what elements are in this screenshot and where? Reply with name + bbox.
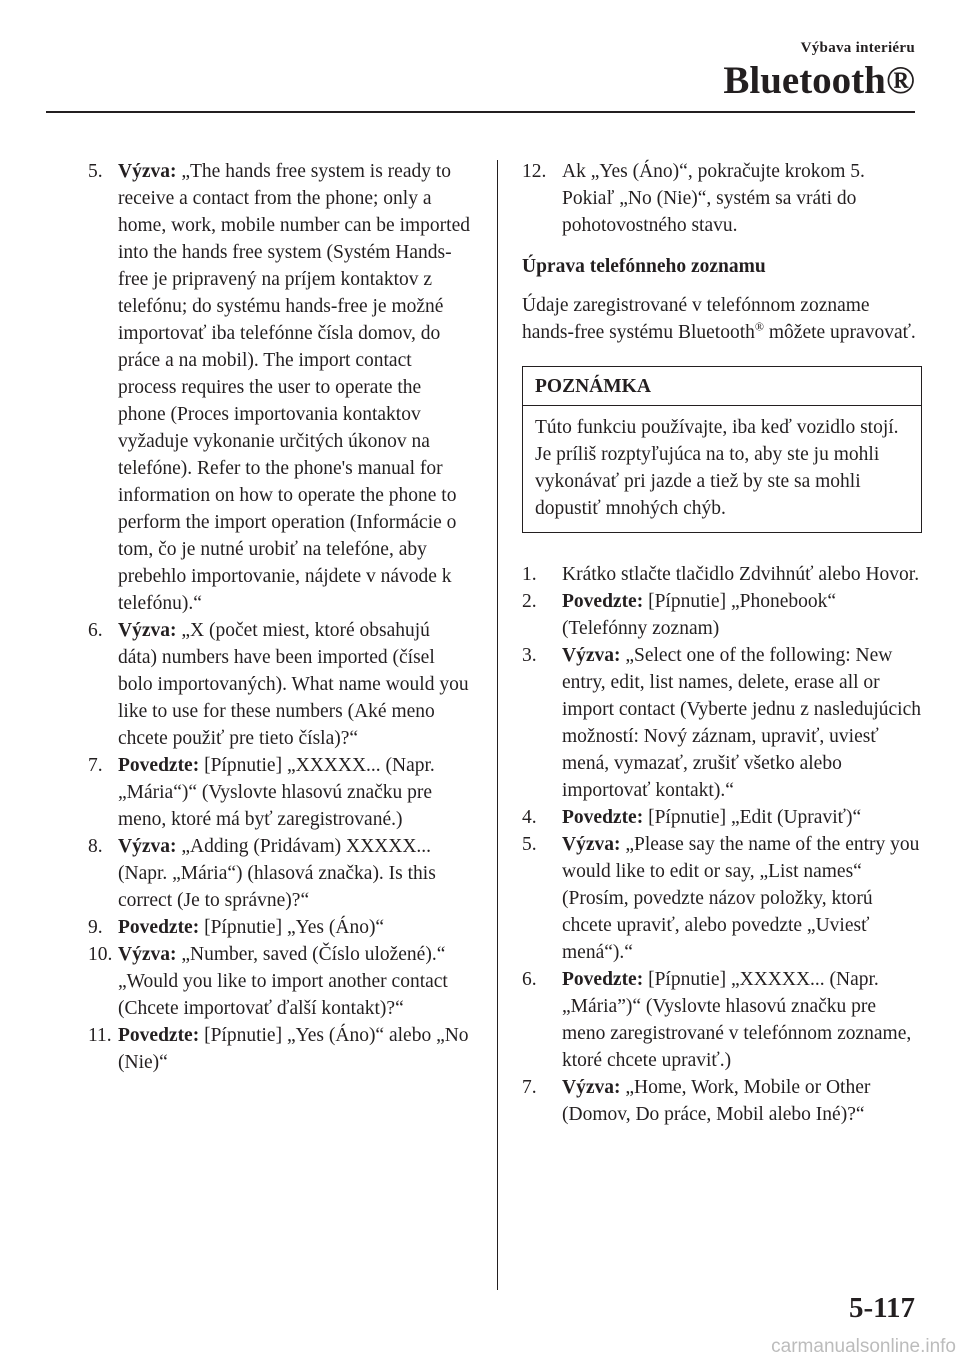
list-item: 10. Výzva: „Number, saved (Číslo uložené).“ „Would you like to import another contact (Chcete importovať ďalší kontakt)?“	[88, 944, 448, 1019]
section-title: Výbava interiéru	[800, 40, 915, 56]
left-column	[88, 158, 470, 1076]
list-item: 8. Výzva: „Adding (Pridávam) XXXXX... (Napr. „Mária“) (hlasová značka). Is this correct (Je to správne)?“	[88, 836, 436, 911]
list-item: 6. Povedzte: [Pípnutie] „XXXXX... (Napr. „Mária”)“ (Vyslovte hlasovú značku pre meno zaregistrované v telefónnom zozname, ktoré chcete upraviť.)	[522, 969, 912, 1071]
page-header	[723, 40, 915, 103]
note-box	[522, 366, 922, 533]
section-heading: Úprava telefónneho zoznamu	[522, 256, 766, 277]
list-item: 7. Výzva: „Home, Work, Mobile or Other (Domov, Do práce, Mobil alebo Iné)?“	[522, 1077, 871, 1125]
note-title: POZNÁMKA	[523, 367, 921, 406]
list-item: 3. Výzva: „Select one of the following: New entry, edit, list names, delete, erase all or import contact (Vyberte jednu z nasledujúcich možností: Nový záznam, upraviť, uviesť mená, vymazať, zrušiť všetko alebo importovať kontakt).“	[522, 645, 921, 801]
chapter-title: Bluetooth®	[723, 59, 915, 102]
header-rule	[46, 111, 915, 113]
list-item: 1. Krátko stlačte tlačidlo Zdvihnúť alebo Hovor.	[522, 564, 920, 585]
intro-paragraph: Údaje zaregistrované v telefónnom zozname hands-free systému Bluetooth® môžete upravovať.	[522, 295, 916, 343]
page-number: 5-117	[848, 1292, 915, 1324]
note-body: Túto funkciu používajte, iba keď vozidlo stojí. Je príliš rozptyľujúca na to, aby ste ju mohli vykonávať pri jazde a tiež by ste sa mohli dopustiť mnohých chýb.	[535, 417, 899, 519]
list-item: 5. Výzva: „The hands free system is ready to receive a contact from the phone; only a home, work, mobile number can be imported into the hands free system (Systém Hands-free je pripravený na príjem kontaktov z telefónu; do systému hands-free je možné importovať iba telefónne čísla domov, do práce a na mobil). The import contact process requires the user to operate the phone (Proces importovania kontaktov vyžaduje vykonanie určitých úkonov na telefóne). Refer to the phone's manual for information on how to operate the phone to perform the import operation (Informácie o tom, čo je nutné urobiť na telefóne, aby prebehlo importovanie, nájdete v návode k telefónu).“	[88, 161, 470, 614]
list-item: 4. Povedzte: [Pípnutie] „Edit (Upraviť)“	[522, 807, 862, 828]
list-item: 5. Výzva: „Please say the name of the entry you would like to edit or say, „List names“ (Prosím, povedzte názov položky, ktorú chcete upraviť, alebo povedzte „Uviesť mená“).“	[522, 834, 920, 963]
list-item: 11. Povedzte: [Pípnutie] „Yes (Áno)“ alebo „No (Nie)“	[88, 1025, 469, 1073]
list-item: 7. Povedzte: [Pípnutie] „XXXXX... (Napr. „Mária“)“ (Vyslovte hlasovú značku pre meno, ktoré má byť zaregistrované.)	[88, 755, 435, 830]
list-item: 2. Povedzte: [Pípnutie] „Phonebook“ (Telefónny zoznam)	[522, 591, 837, 639]
list-item: 6. Výzva: „X (počet miest, ktoré obsahujú dáta) numbers have been imported (čísel bolo importovaných). What name would you like to use for these numbers (Aké meno chcete použiť pre tieto čísla)?“	[88, 620, 469, 749]
list-item: 12. Ak „Yes (Áno)“, pokračujte krokom 5. Pokiaľ „No (Nie)“, systém sa vráti do pohotovostného stavu.	[522, 161, 865, 236]
watermark: carmanualsonline.info	[771, 1336, 956, 1357]
list-item: 9. Povedzte: [Pípnutie] „Yes (Áno)“	[88, 917, 385, 938]
right-column	[522, 158, 922, 1128]
column-divider	[497, 160, 498, 1290]
